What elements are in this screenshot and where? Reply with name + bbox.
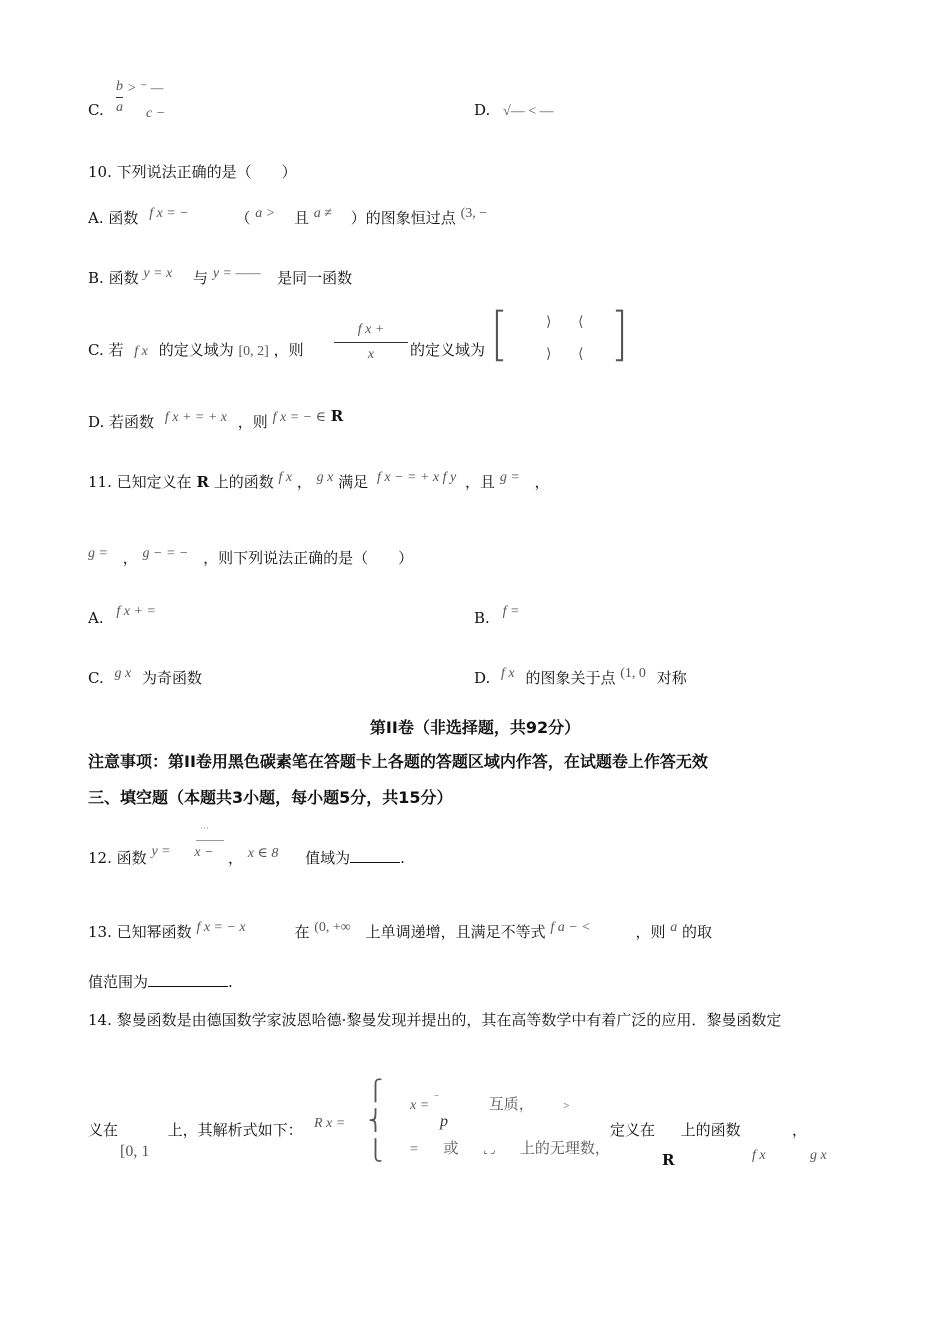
q10-stem xyxy=(88,162,297,182)
left-paren-icon: ⟨ xyxy=(578,347,584,362)
text: . xyxy=(228,973,233,991)
q14-case2 xyxy=(410,1138,610,1161)
right-paren-icon: ⟩ xyxy=(546,315,552,330)
left-bracket-icon: ⎣ xyxy=(494,336,505,361)
q10-option-d xyxy=(88,407,344,434)
math-expr: f x + = xyxy=(116,604,156,619)
q12-fraction xyxy=(184,826,224,863)
q12-tail xyxy=(228,848,405,870)
q10-option-b xyxy=(88,268,352,290)
q10-option-c-fraction xyxy=(334,320,408,365)
math-expr: a xyxy=(670,920,678,935)
option-label: A. xyxy=(88,609,104,627)
left-bracket-icon: ⎡ xyxy=(494,310,505,335)
math-expr: R x = xyxy=(314,1116,346,1131)
text: ，且 xyxy=(465,473,496,491)
q12 xyxy=(88,844,171,870)
text: （ xyxy=(235,209,251,227)
math-expr: g x xyxy=(114,666,132,681)
text: 上的函数 xyxy=(213,473,274,491)
text: 上单调递增，且满足不等式 xyxy=(365,923,546,941)
q11-option-d xyxy=(474,668,687,690)
text: 定义在 xyxy=(610,1121,656,1139)
right-bracket-icon: ⎦ xyxy=(614,336,625,361)
text: ， xyxy=(296,473,312,491)
q14-line1 xyxy=(88,1010,781,1030)
math-p: p xyxy=(440,1113,448,1130)
text: 的图象关于点 xyxy=(525,669,616,687)
q9-option-c xyxy=(88,100,104,120)
text: 函数 xyxy=(116,849,147,867)
math-expr: f x xyxy=(752,1148,766,1163)
text: 上，其解析式如下： xyxy=(167,1121,303,1139)
q11-option-b xyxy=(474,604,520,630)
fraction-denominator: x xyxy=(367,347,375,362)
text: 是同一函数 xyxy=(277,269,353,287)
option-label: D. xyxy=(474,669,491,687)
comma-text: ， xyxy=(792,1121,808,1139)
text: 满足 xyxy=(338,473,369,491)
math-expr: f x xyxy=(278,470,293,485)
math-expr: a > xyxy=(255,206,276,221)
math-expr: x = xyxy=(410,1098,430,1113)
answer-blank[interactable] xyxy=(148,972,228,987)
option-label: D. xyxy=(474,101,491,119)
text: 义在 xyxy=(88,1121,119,1139)
fraction-denominator: x − xyxy=(194,845,214,860)
text: 上的无理数， xyxy=(519,1139,610,1157)
math-expr: g x xyxy=(810,1148,827,1163)
q10-option-a xyxy=(88,208,487,230)
real-numbers-symbol: R xyxy=(196,473,209,491)
fraction-numerator: f x + xyxy=(357,322,385,337)
fraction-bar xyxy=(196,840,224,841)
brace-mid-icon: ⎨ xyxy=(368,1110,383,1132)
math-expr: g − = − xyxy=(142,546,189,561)
q14-line2-end xyxy=(610,1120,741,1140)
question-number: 14. xyxy=(88,1011,112,1029)
answer-blank[interactable] xyxy=(350,848,400,863)
text: 若函数 xyxy=(109,413,155,431)
option-label: A. xyxy=(88,209,104,227)
text: 为奇函数 xyxy=(142,669,203,687)
text: 函数 xyxy=(108,209,139,227)
text: ， xyxy=(534,473,550,491)
fraction-bar xyxy=(334,342,408,343)
fraction-numerator: ˙˙˙ xyxy=(199,826,209,836)
math-expr: (3, − xyxy=(460,206,488,221)
text: ，则下列说法正确的是（ ） xyxy=(203,549,414,567)
text: 的定义域为 xyxy=(410,341,486,359)
text: 黎曼函数是由德国数学家波恩哈德·黎曼发现并提出的，其在高等数学中有着广泛的应用．黎曼函数定 xyxy=(116,1011,782,1029)
q10-option-c-tail xyxy=(410,340,485,360)
math-expr: y = x xyxy=(143,266,173,281)
text: ， xyxy=(122,549,138,567)
math-expr: = xyxy=(410,1142,418,1157)
q9-option-d xyxy=(474,100,554,122)
text: 对称 xyxy=(656,669,687,687)
math-expr: f x − = + x f y xyxy=(376,470,457,485)
math-expr: y = xyxy=(151,844,171,859)
text: . xyxy=(400,849,405,867)
text: ，则 xyxy=(273,341,304,359)
math-expr: > ⁻ — xyxy=(127,80,164,96)
brace-bottom-icon: ⎩ xyxy=(368,1140,383,1162)
math-expr: g x xyxy=(316,470,334,485)
math-expr: f x + = + x xyxy=(164,410,228,425)
math-expr: > xyxy=(562,1100,571,1112)
text: ， xyxy=(228,849,244,867)
math-expr: f x xyxy=(501,666,515,681)
text: ，则 xyxy=(237,413,268,431)
math-expr: [0, 2] xyxy=(238,344,269,359)
option-label: D. xyxy=(88,413,105,431)
q10-option-c xyxy=(88,340,304,362)
real-numbers-symbol: R xyxy=(662,1151,675,1169)
q11-option-a xyxy=(88,604,156,630)
q13-line2 xyxy=(88,972,233,992)
interval-expr: [0, 1 xyxy=(120,1143,150,1160)
q11-stem-line2 xyxy=(88,548,413,570)
q11-option-c xyxy=(88,668,202,690)
option-label: B. xyxy=(88,269,104,287)
text: 若 xyxy=(108,341,124,359)
section3-title: 三、填空题（本题共3小题，每小题5分，共15分） xyxy=(88,788,453,807)
math-expr: f x xyxy=(134,344,148,359)
part2-title: 第II卷（非选择题，共92分） xyxy=(369,718,581,737)
option-label: C. xyxy=(88,669,104,687)
text: 值域为 xyxy=(305,849,351,867)
question-number: 10. xyxy=(88,163,112,181)
math-expr: f x = − xyxy=(149,206,189,221)
text: 在 xyxy=(294,923,310,941)
text: 的取 xyxy=(682,923,713,941)
question-number: 13. xyxy=(88,923,112,941)
math-expr: ⌞ ⌟ xyxy=(483,1145,496,1156)
text: 函数 xyxy=(108,269,139,287)
q13-line1 xyxy=(88,922,712,944)
math-expr: (0, +∞ xyxy=(314,920,351,935)
text: 或 xyxy=(443,1139,459,1157)
text: 且 xyxy=(294,209,310,227)
text: ）的图象恒过点 xyxy=(350,209,456,227)
right-paren-icon: ⟩ xyxy=(546,347,552,362)
q14-case1 xyxy=(410,1094,570,1117)
q14-line2-start xyxy=(88,1120,303,1140)
text: 已知幂函数 xyxy=(116,923,192,941)
math-expr: f = xyxy=(502,604,520,619)
real-numbers-symbol: R xyxy=(330,407,344,425)
math-expr: x ∈ 8 xyxy=(247,846,279,861)
option-label: C. xyxy=(88,101,104,119)
math-expr: c − xyxy=(146,106,166,121)
math-expr: f a − < xyxy=(550,920,591,935)
q11-stem-line1 xyxy=(88,472,550,494)
math-expr: a ≠ xyxy=(313,206,332,221)
math-expr: √— < — xyxy=(503,104,554,119)
text: 互质， xyxy=(488,1095,534,1113)
option-label: C. xyxy=(88,341,104,359)
part2-notice: 注意事项：第II卷用黑色碳素笔在答题卡上各题的答题区域内作答，在试题卷上作答无效 xyxy=(88,752,708,771)
question-number: 11. xyxy=(88,473,112,491)
text: 上的函数 xyxy=(680,1121,741,1139)
math-expr: (1, 0 xyxy=(620,666,646,681)
text: ，则 xyxy=(635,923,666,941)
question-number: 12. xyxy=(88,849,112,867)
text: 的定义域为 xyxy=(158,341,234,359)
math-expr: g = xyxy=(88,546,108,561)
text: 与 xyxy=(193,269,209,287)
right-bracket-icon: ⎤ xyxy=(614,310,625,335)
text: 值范围为 xyxy=(88,973,149,991)
q9-option-c-math xyxy=(112,78,166,121)
option-label: B. xyxy=(474,609,490,627)
brace-top-icon: ⎧ xyxy=(368,1080,383,1102)
math-expr: f x = − ∈ xyxy=(272,410,326,425)
math-expr: y = —— xyxy=(212,266,261,281)
fraction-b-over-a: $\frac{b}{a}$ xyxy=(116,79,123,115)
math-expr: f x = − x xyxy=(196,920,246,935)
math-expr: ⁻ xyxy=(433,1093,440,1104)
question-text: 下列说法正确的是（ ） xyxy=(116,163,297,181)
text: 已知定义在 xyxy=(116,473,192,491)
left-paren-icon: ⟨ xyxy=(578,315,584,330)
math-expr: g = xyxy=(499,470,520,485)
